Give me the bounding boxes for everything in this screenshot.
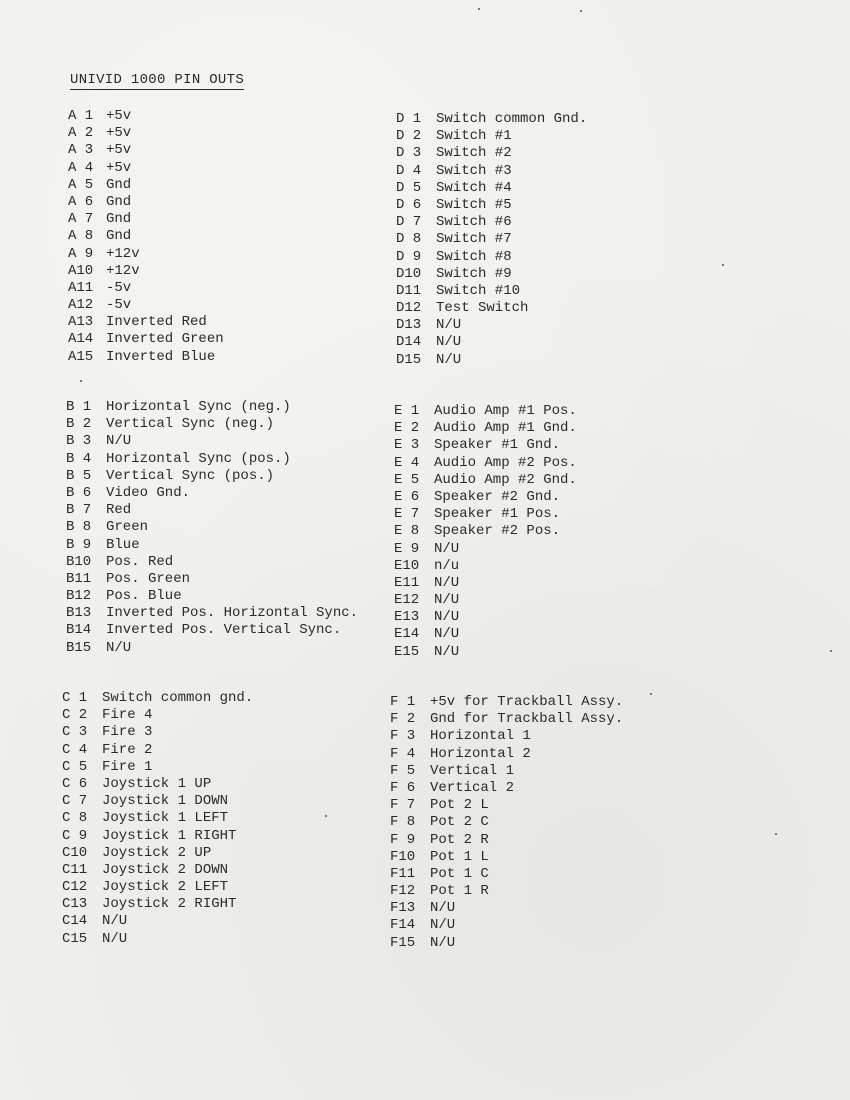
pin-label: E12: [394, 592, 420, 609]
pin-label: C15: [62, 930, 88, 947]
pin-label: C11: [62, 861, 88, 878]
pin-row: [68, 177, 368, 194]
pin-description: Pot 2 R: [430, 831, 489, 848]
pin-row: [66, 502, 366, 519]
pin-description: Horizontal 2: [430, 745, 531, 762]
pin-label: D12: [396, 300, 422, 317]
pin-row: [66, 571, 366, 588]
pin-row: [68, 160, 368, 177]
pin-row: [68, 246, 368, 263]
pin-label: A12: [68, 297, 94, 314]
pin-row: [68, 280, 368, 297]
pin-description: N/U: [436, 351, 462, 368]
pin-label: A 9: [68, 245, 94, 262]
pin-label: E13: [394, 609, 420, 626]
paper-speck: [80, 380, 82, 382]
pin-description: Switch #10: [436, 282, 521, 299]
pin-label: F 3: [390, 728, 416, 745]
pin-row: [396, 128, 696, 145]
pin-description: Green: [106, 519, 149, 536]
pin-description: N/U: [102, 930, 128, 947]
pin-label: C 6: [62, 775, 88, 792]
pin-description: Switch #5: [436, 196, 512, 213]
pin-description: Switch #6: [436, 214, 512, 231]
pin-label: D10: [396, 265, 422, 282]
pin-description: Blue: [106, 536, 140, 553]
pin-description: Inverted Pos. Horizontal Sync.: [106, 605, 359, 622]
pin-label: F12: [390, 883, 416, 900]
pin-block-e: [394, 403, 694, 661]
pin-row: [396, 145, 696, 162]
pin-row: [68, 142, 368, 159]
pin-label: D11: [396, 282, 422, 299]
pin-row: [66, 485, 366, 502]
pin-label: D 2: [396, 128, 422, 145]
pin-row: [396, 300, 696, 317]
pin-label: B 8: [66, 519, 92, 536]
pin-description: Switch #7: [436, 231, 512, 248]
pin-row: [66, 554, 366, 571]
pin-label: C10: [62, 844, 88, 861]
pin-label: B 1: [66, 399, 92, 415]
pin-row: [394, 609, 694, 626]
pin-label: C 3: [62, 724, 88, 741]
pin-description: +5v: [106, 108, 132, 124]
pin-label: B 7: [66, 502, 92, 519]
pin-label: E 5: [394, 471, 420, 488]
pin-description: Pot 1 R: [430, 883, 489, 900]
pin-row: [390, 763, 690, 780]
pin-row: [62, 759, 362, 776]
pin-row: [390, 832, 690, 849]
pin-description: Fire 4: [102, 707, 153, 724]
pin-label: E15: [394, 643, 420, 660]
pin-description: Switch #2: [436, 145, 512, 162]
pin-description: N/U: [106, 433, 132, 450]
pin-description: Inverted Red: [106, 314, 207, 331]
pin-label: D 6: [396, 196, 422, 213]
pin-description: Vertical Sync (pos.): [106, 467, 275, 484]
pin-description: Pos. Green: [106, 570, 191, 587]
pin-row: [394, 489, 694, 506]
pin-row: [66, 433, 366, 450]
pin-row: [394, 455, 694, 472]
pin-block-c: [62, 690, 362, 948]
pin-description: Fire 1: [102, 758, 153, 775]
pin-row: [390, 935, 690, 952]
pin-row: [62, 810, 362, 827]
pin-description: Speaker #2 Gnd.: [434, 488, 561, 505]
pin-row: [394, 420, 694, 437]
pin-label: D 3: [396, 145, 422, 162]
pin-label: A11: [68, 279, 94, 296]
paper-speck: [478, 8, 480, 10]
pin-label: C 1: [62, 690, 88, 706]
pin-row: [62, 707, 362, 724]
pin-label: D 4: [396, 162, 422, 179]
pin-label: E 3: [394, 437, 420, 454]
pin-description: N/U: [436, 317, 462, 334]
pin-description: Inverted Green: [106, 331, 224, 348]
pin-label: F 5: [390, 762, 416, 779]
paper-speck: [650, 693, 652, 695]
pin-label: F 1: [390, 694, 416, 710]
pin-description: Joystick 1 LEFT: [102, 810, 229, 827]
pin-row: [68, 211, 368, 228]
pin-description: Joystick 1 RIGHT: [102, 827, 237, 844]
pin-row: [66, 622, 366, 639]
pin-description: Speaker #1 Pos.: [434, 506, 561, 523]
pin-label: A 7: [68, 211, 94, 228]
pin-label: F 6: [390, 779, 416, 796]
pin-label: B 3: [66, 433, 92, 450]
pin-row: [68, 108, 368, 125]
pin-description: Audio Amp #2 Gnd.: [434, 471, 577, 488]
pin-description: Vertical 1: [430, 762, 515, 779]
pin-label: C 2: [62, 707, 88, 724]
pin-label: B12: [66, 588, 92, 605]
pin-description: Switch #1: [436, 128, 512, 145]
pin-description: N/U: [436, 334, 462, 351]
pin-label: C 9: [62, 827, 88, 844]
pin-label: C12: [62, 879, 88, 896]
pin-row: [62, 896, 362, 913]
pin-label: F 4: [390, 745, 416, 762]
pin-label: B 2: [66, 416, 92, 433]
pin-description: Switch common gnd.: [102, 690, 254, 706]
pin-row: [394, 626, 694, 643]
pin-row: [62, 845, 362, 862]
pin-description: N/U: [434, 609, 460, 626]
pin-description: Gnd: [106, 193, 132, 210]
pin-label: F14: [390, 917, 416, 934]
pin-description: Joystick 1 DOWN: [102, 793, 229, 810]
pin-label: D 9: [396, 248, 422, 265]
pin-row: [396, 180, 696, 197]
pin-description: Joystick 2 LEFT: [102, 879, 229, 896]
pin-row: [66, 519, 366, 536]
pin-label: C14: [62, 913, 88, 930]
pin-label: D15: [396, 351, 422, 368]
pin-label: C 5: [62, 758, 88, 775]
pin-description: n/u: [434, 557, 460, 574]
pin-row: [62, 862, 362, 879]
pin-description: N/U: [434, 540, 460, 557]
pin-row: [68, 314, 368, 331]
pin-row: [66, 451, 366, 468]
pin-label: A 2: [68, 125, 94, 142]
pin-label: D 7: [396, 214, 422, 231]
pin-description: Speaker #2 Pos.: [434, 523, 561, 540]
pin-description: N/U: [434, 592, 460, 609]
pin-label: D 1: [396, 111, 422, 127]
pin-label: C 8: [62, 810, 88, 827]
pin-label: F 2: [390, 711, 416, 728]
pin-label: D14: [396, 334, 422, 351]
document-title: UNIVID 1000 PIN OUTS: [70, 72, 245, 88]
pin-label: A13: [68, 314, 94, 331]
pin-row: [62, 913, 362, 930]
pin-label: E 7: [394, 506, 420, 523]
pin-description: Switch #9: [436, 265, 512, 282]
pin-row: [394, 644, 694, 661]
pin-description: Gnd: [106, 176, 132, 193]
pin-label: F11: [390, 865, 416, 882]
pin-description: Audio Amp #1 Pos.: [434, 403, 577, 419]
pin-description: Switch #8: [436, 248, 512, 265]
pin-description: Audio Amp #1 Gnd.: [434, 420, 577, 437]
pin-label: B15: [66, 639, 92, 656]
pin-label: B 4: [66, 450, 92, 467]
pin-row: [394, 506, 694, 523]
pin-description: -5v: [106, 279, 132, 296]
pin-row: [62, 931, 362, 948]
pin-description: Joystick 2 UP: [102, 844, 212, 861]
pin-description: Test Switch: [436, 300, 529, 317]
pin-row: [390, 797, 690, 814]
pin-label: E11: [394, 574, 420, 591]
pin-row: [62, 828, 362, 845]
pin-label: E 1: [394, 403, 420, 419]
pin-label: D 8: [396, 231, 422, 248]
pin-label: F 9: [390, 831, 416, 848]
pin-description: Pot 1 C: [430, 865, 489, 882]
pin-label: A 8: [68, 228, 94, 245]
pin-label: C 7: [62, 793, 88, 810]
pin-description: +5v for Trackball Assy.: [430, 694, 624, 710]
pin-label: C13: [62, 896, 88, 913]
pin-label: A 5: [68, 176, 94, 193]
pin-label: E 9: [394, 540, 420, 557]
pin-row: [390, 711, 690, 728]
pin-description: Joystick 2 RIGHT: [102, 896, 237, 913]
pin-label: B 6: [66, 484, 92, 501]
pin-row: [390, 849, 690, 866]
pin-row: [390, 814, 690, 831]
pin-description: N/U: [430, 900, 456, 917]
pin-row: [390, 866, 690, 883]
pin-row: [66, 605, 366, 622]
pin-row: [68, 194, 368, 211]
pin-row: [394, 592, 694, 609]
pin-description: Horizontal Sync (pos.): [106, 450, 291, 467]
pin-description: N/U: [434, 574, 460, 591]
pin-row: [62, 742, 362, 759]
pin-row: [62, 793, 362, 810]
pin-description: +5v: [106, 159, 132, 176]
pin-label: F15: [390, 934, 416, 951]
pin-label: F10: [390, 848, 416, 865]
pin-label: F 8: [390, 814, 416, 831]
pin-row: [394, 575, 694, 592]
pin-description: Inverted Pos. Vertical Sync.: [106, 622, 342, 639]
pin-description: Audio Amp #2 Pos.: [434, 454, 577, 471]
pin-label: B14: [66, 622, 92, 639]
pin-description: Vertical Sync (neg.): [106, 416, 275, 433]
pin-description: Joystick 1 UP: [102, 775, 212, 792]
pin-row: [68, 331, 368, 348]
pin-label: B13: [66, 605, 92, 622]
pin-row: [390, 746, 690, 763]
pin-row: [68, 263, 368, 280]
pin-description: Horizontal 1: [430, 728, 531, 745]
pin-row: [394, 558, 694, 575]
pin-description: N/U: [434, 626, 460, 643]
pin-description: Switch #3: [436, 162, 512, 179]
pin-row: [62, 879, 362, 896]
pin-row: [396, 231, 696, 248]
pin-description: Switch common Gnd.: [436, 111, 588, 127]
pin-label: F 7: [390, 797, 416, 814]
pin-label: A 3: [68, 142, 94, 159]
pin-description: +5v: [106, 142, 132, 159]
pin-row: [390, 883, 690, 900]
pin-label: A14: [68, 331, 94, 348]
pin-row: [394, 472, 694, 489]
pin-description: +5v: [106, 125, 132, 142]
pin-row: [66, 537, 366, 554]
pin-description: Gnd: [106, 211, 132, 228]
pin-row: [62, 724, 362, 741]
pin-label: E10: [394, 557, 420, 574]
pin-label: D 5: [396, 179, 422, 196]
pin-label: E14: [394, 626, 420, 643]
pin-label: B11: [66, 570, 92, 587]
pin-block-d: [396, 111, 696, 369]
pin-block-b: [66, 399, 366, 657]
pin-label: B 5: [66, 467, 92, 484]
pin-label: A 1: [68, 108, 94, 124]
paper-speck: [722, 264, 724, 266]
paper-speck: [325, 815, 327, 817]
pin-label: E 6: [394, 488, 420, 505]
pin-description: Vertical 2: [430, 779, 515, 796]
pin-description: N/U: [430, 934, 456, 951]
pin-row: [390, 917, 690, 934]
pin-row: [68, 349, 368, 366]
pin-row: [394, 403, 694, 420]
pin-row: [394, 437, 694, 454]
pin-row: [66, 588, 366, 605]
pin-description: +12v: [106, 262, 140, 279]
pin-label: A15: [68, 348, 94, 365]
pin-row: [396, 352, 696, 369]
pin-label: B10: [66, 553, 92, 570]
pin-row: [62, 776, 362, 793]
pin-label: D13: [396, 317, 422, 334]
pin-row: [394, 523, 694, 540]
pin-block-f: [390, 694, 690, 952]
pin-description: Pos. Red: [106, 553, 174, 570]
pin-row: [68, 228, 368, 245]
pin-description: Pot 2 C: [430, 814, 489, 831]
pin-row: [396, 334, 696, 351]
pin-description: +12v: [106, 245, 140, 262]
pin-description: Horizontal Sync (neg.): [106, 399, 291, 415]
pin-row: [396, 317, 696, 334]
pin-description: Video Gnd.: [106, 484, 191, 501]
pin-row: [390, 780, 690, 797]
pin-row: [390, 900, 690, 917]
pin-label: A 6: [68, 193, 94, 210]
pin-label: E 2: [394, 420, 420, 437]
pin-description: Gnd for Trackball Assy.: [430, 711, 624, 728]
pin-description: N/U: [106, 639, 132, 656]
pin-label: B 9: [66, 536, 92, 553]
pin-description: Red: [106, 502, 132, 519]
pin-description: Inverted Blue: [106, 348, 216, 365]
pin-description: Fire 2: [102, 741, 153, 758]
pin-row: [66, 416, 366, 433]
pin-description: Pot 2 L: [430, 797, 489, 814]
paper-speck: [580, 10, 582, 12]
pin-row: [390, 728, 690, 745]
pin-row: [396, 249, 696, 266]
pin-description: Switch #4: [436, 179, 512, 196]
pin-description: N/U: [434, 643, 460, 660]
pin-label: A10: [68, 262, 94, 279]
pin-row: [396, 283, 696, 300]
pin-description: Joystick 2 DOWN: [102, 861, 229, 878]
pin-row: [396, 197, 696, 214]
pin-label: E 8: [394, 523, 420, 540]
paper-speck: [775, 833, 777, 835]
pin-block-a: [68, 108, 368, 366]
pin-row: [394, 541, 694, 558]
pin-label: E 4: [394, 454, 420, 471]
pin-description: Gnd: [106, 228, 132, 245]
pin-row: [62, 690, 362, 707]
pin-row: [68, 125, 368, 142]
pin-label: C 4: [62, 741, 88, 758]
pin-row: [66, 468, 366, 485]
pin-description: Pos. Blue: [106, 588, 182, 605]
pin-row: [396, 163, 696, 180]
pin-row: [66, 399, 366, 416]
pin-row: [396, 111, 696, 128]
paper-speck: [830, 650, 832, 652]
pin-row: [68, 297, 368, 314]
pin-row: [390, 694, 690, 711]
pin-row: [396, 214, 696, 231]
pin-description: N/U: [430, 917, 456, 934]
pin-description: -5v: [106, 297, 132, 314]
pin-row: [66, 640, 366, 657]
pin-description: N/U: [102, 913, 128, 930]
pin-row: [396, 266, 696, 283]
pin-description: Speaker #1 Gnd.: [434, 437, 561, 454]
pin-label: A 4: [68, 159, 94, 176]
pin-label: F13: [390, 900, 416, 917]
pin-description: Pot 1 L: [430, 848, 489, 865]
pin-description: Fire 3: [102, 724, 153, 741]
